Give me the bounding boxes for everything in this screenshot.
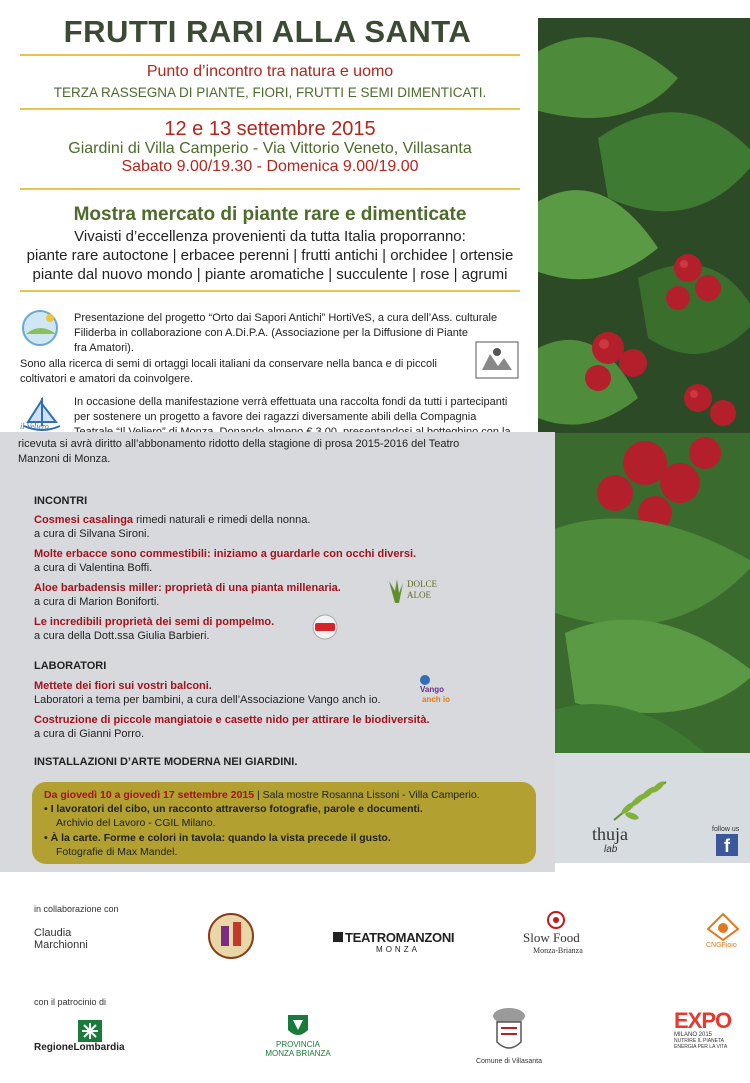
incontro-title: Aloe barbadensis miller: proprietà di una pianta millenaria. xyxy=(34,582,341,594)
cng-logo: CNGFioio xyxy=(706,912,746,949)
divider xyxy=(20,108,520,110)
proloco-logo xyxy=(207,912,255,960)
mostra-title: Mostra mercato di piante rare e dimenticate xyxy=(73,204,467,225)
info-text: fra Amatori). xyxy=(74,342,134,354)
installazione-item: • À la carte. Forme e colori in tavola: quando la vista precede il gusto. xyxy=(44,832,391,844)
expo-2015-logo: EXPO MILANO 2015 NUTRIRE IL PIANETA ENERGIA PER LA VITA xyxy=(674,1008,732,1050)
divider xyxy=(20,290,520,292)
incontro-cura: a cura di Marion Boniforti. xyxy=(34,596,160,608)
installazione-item: • I lavoratori del cibo, un racconto attraverso fotografie, parole e documenti. xyxy=(44,803,423,815)
event-hours: Sabato 9.00/19.30 - Domenica 9.00/19.00 xyxy=(121,158,419,175)
subtitle: Punto d’incontro tra natura e uomo xyxy=(146,63,394,80)
hortives-logo xyxy=(20,308,66,348)
patrocinio-label: con il patrocinio di xyxy=(34,997,107,1007)
mostra-line: Vivaisti d’eccellenza provenienti da tutta Italia proporranno: xyxy=(74,228,466,245)
incontro-cura: a cura di Silvana Sironi. xyxy=(34,528,150,540)
adipa-logo xyxy=(474,340,520,380)
incontri-heading: INCONTRI xyxy=(34,495,88,507)
incontro-title: Molte erbacce sono commestibili: iniziamo a guardarle con occhi diversi. xyxy=(34,548,417,560)
claudia-marchionni-logo: Claudia Marchionni xyxy=(34,927,88,951)
laboratorio-title: Costruzione di piccole mangiatoie e casette nido per attirare le biodiversità. xyxy=(34,714,430,726)
installazioni-heading: INSTALLAZIONI D’ARTE MODERNA NEI GIARDINI. xyxy=(34,756,298,768)
incontro-cura: a cura di Valentina Boffi. xyxy=(34,562,153,574)
facebook-icon[interactable]: f xyxy=(716,834,738,856)
veliero-logo-text: il Veliero xyxy=(20,422,49,431)
info-text: ricevuta si avrà diritto all’abbonamento ridotto della stagione di prosa 2015-2016 del Teatro xyxy=(18,438,460,450)
teatro-manzoni-logo: TEATROMANZONI MONZA xyxy=(333,930,463,954)
follow-us-label: follow us xyxy=(712,826,740,833)
comune-villasanta-logo: Comune di Villasanta xyxy=(464,1006,554,1065)
vango-logo: Vango anch io xyxy=(414,674,454,708)
event-date: 12 e 13 settembre 2015 xyxy=(164,118,376,140)
divider xyxy=(20,54,520,56)
raspberry-illustration-top xyxy=(538,18,750,433)
info-text: Manzoni di Monza. xyxy=(18,453,111,465)
pompelmo-logo xyxy=(312,614,338,640)
slow-food-logo: Slow Food Monza-Brianza xyxy=(523,910,603,955)
dolce-aloe-logo: DOLCE ALOE xyxy=(385,577,445,605)
subtitle-rassegna: TERZA RASSEGNA DI PIANTE, FIORI, FRUTTI E SEMI DIMENTICATI. xyxy=(53,85,487,100)
incontro-title: Cosmesi casalinga rimedi naturali e rimedi della nonna. xyxy=(34,514,311,526)
info-text: Sono alla ricerca di semi di ortaggi locali italiani da conservare nella banca e di piccoli xyxy=(20,358,438,370)
laboratori-heading: LABORATORI xyxy=(34,660,107,672)
installazione-sub: Fotografie di Max Mandel. xyxy=(56,846,178,858)
info-text: coltivatori e amatori da coinvolgere. xyxy=(20,373,194,385)
incontro-title: Le incredibili proprietà dei semi di pompelmo. xyxy=(34,616,275,628)
laboratorio-title: Mettete dei fiori sui vostri balconi. xyxy=(34,680,212,692)
incontro-cura: a cura della Dott.ssa Giulia Barbieri. xyxy=(34,630,210,642)
installazione-sub: Archivio del Lavoro - CGIL Milano. xyxy=(56,817,216,829)
mostra-line: piante rare autoctone | erbacee perenni | frutti antichi | orchidee | ortensie xyxy=(26,247,514,264)
mostra-line: piante dal nuovo mondo | piante aromatiche | succulente | rose | agrumi xyxy=(32,266,508,283)
info-text: In occasione della manifestazione verrà effettuata una raccolta fondi da tutti i partecipanti xyxy=(74,396,508,408)
installazioni-date: Da giovedì 10 a giovedì 17 settembre 2015 | Sala mostre Rosanna Lissoni - Villa Camperio. xyxy=(44,789,480,801)
collab-label: in collaborazione con xyxy=(34,904,119,914)
poster-title: FRUTTI RARI ALLA SANTA xyxy=(63,14,472,49)
divider xyxy=(20,188,520,190)
laboratorio-cura: Laboratori a tema per bambini, a cura dell’Associazione Vango anch io. xyxy=(34,694,381,706)
thuja-lab-logo: thuja lab xyxy=(592,778,682,858)
veliero-logo xyxy=(20,396,64,436)
provincia-logo: PROVINCIA MONZA BRIANZA xyxy=(258,1014,338,1058)
info-text: Presentazione del progetto “Orto dai Sapori Antichi” HortiVeS, a cura dell’Ass. culturale xyxy=(74,312,498,324)
regione-lombardia-logo: RegioneLombardia xyxy=(34,1020,144,1053)
event-place: Giardini di Villa Camperio - Via Vittorio Veneto, Villasanta xyxy=(68,140,472,157)
info-text: Filiderba in collaborazione con A.Di.P.A. (Associazione per la Diffusione di Piante xyxy=(74,327,468,339)
info-text: per sostenere un progetto a favore dei ragazzi diversamente abili della Compagnia xyxy=(74,411,477,423)
laboratorio-cura: a cura di Gianni Porro. xyxy=(34,728,145,740)
